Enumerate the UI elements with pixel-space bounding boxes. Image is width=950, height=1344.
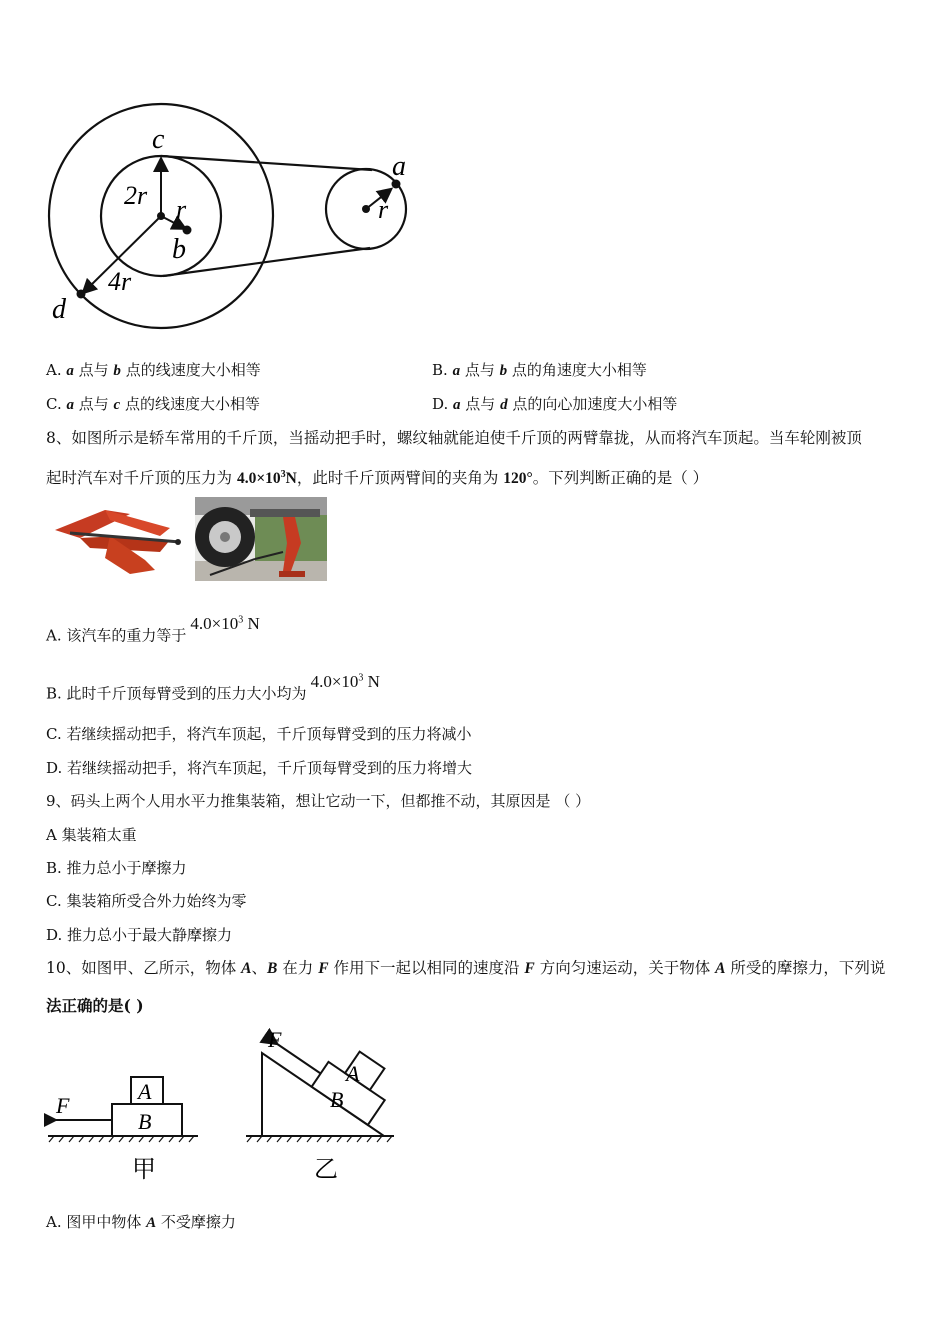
- var: a: [453, 397, 461, 413]
- label-r-small: r: [378, 195, 389, 224]
- angle-value: 120°: [503, 470, 533, 488]
- text: 点与: [460, 361, 500, 379]
- q8-option-c: C. 若继续摇动把手，将汽车顶起，千斤顶每臂受到的压力将减小: [46, 725, 472, 743]
- q9-option-a: A 集装箱太重: [46, 826, 137, 844]
- belt-top: [161, 156, 372, 170]
- wheel-belt-figure: [40, 100, 420, 330]
- center-dot: [157, 212, 165, 220]
- var: A: [146, 1215, 157, 1231]
- var: d: [500, 397, 508, 413]
- var: F: [524, 960, 535, 977]
- q7-option-b: [432, 360, 647, 381]
- label-b: b: [172, 234, 186, 265]
- q7-c-prefix: C.: [46, 395, 67, 413]
- text: 。下列判断正确的是（ ）: [532, 469, 709, 488]
- text: 起时汽车对千斤顶的压力为: [46, 469, 237, 488]
- var: a: [66, 363, 74, 379]
- label-2r: 2r: [124, 181, 148, 210]
- q8-option-b: [46, 671, 380, 704]
- q7-a-prefix: A.: [46, 361, 67, 379]
- var: c: [113, 397, 121, 413]
- text: ，此时千斤顶两臂间的夹角为: [296, 469, 504, 488]
- label-B-left: B: [138, 1109, 152, 1134]
- q8-option-d: D. 若继续摇动把手，将汽车顶起，千斤顶每臂受到的压力将增大: [46, 759, 473, 777]
- text: 点与: [73, 361, 114, 379]
- q7-option-d: [432, 394, 677, 415]
- option-text: A. 该汽车的重力等于: [46, 626, 187, 645]
- q10-option-a: A. 图甲中物体 A 不受摩擦力: [46, 1213, 236, 1231]
- option-text: B. 此时千斤顶每臂受到的压力大小均为: [46, 684, 307, 703]
- car-lifted-photo: [195, 497, 327, 581]
- var: b: [499, 363, 508, 379]
- point-d-dot: [77, 290, 86, 299]
- small-center-dot: [362, 205, 370, 213]
- label-B-right: B: [330, 1087, 344, 1112]
- var: A: [241, 960, 252, 977]
- label-4r: 4r: [108, 267, 132, 296]
- q9-stem: 9、码头上两个人用水平力推集装箱，想让它动一下，但都推不动，其原因是 （ ）: [46, 792, 591, 810]
- text: 点的线速度大小相等: [120, 361, 261, 379]
- text: 点的向心加速度大小相等: [507, 395, 678, 413]
- force-value: 4.0×10: [236, 470, 281, 488]
- q7-option-c: [46, 394, 260, 415]
- car-jack-photo: [50, 500, 185, 580]
- caption-jia: 甲: [132, 1157, 156, 1183]
- label-a: a: [392, 151, 406, 182]
- text: 点的线速度大小相等: [120, 395, 260, 413]
- q10-figure: [44, 1025, 404, 1185]
- formula-4e3-N: $4.0\times 10^3$ N: [310, 671, 380, 691]
- var: b: [113, 363, 121, 379]
- var: B: [267, 960, 278, 977]
- label-A-left: A: [138, 1079, 152, 1104]
- formula-4e3-N: $4.0\times 10^3$ N: [190, 613, 260, 633]
- q9-option-b: B. 推力总小于摩擦力: [46, 859, 187, 877]
- var: a: [452, 363, 461, 379]
- label-r-inner: r: [176, 195, 187, 224]
- q9-option-c: C. 集装箱所受合外力始终为零: [46, 892, 247, 910]
- var: a: [66, 397, 74, 413]
- q7-option-a: [46, 360, 261, 381]
- q10-stem-line1: 10、如图甲、乙所示，物体 A、B 在力 F 作用下一起以相同的速度沿 F 方向匀速运动，关于物体 A 所受的摩擦力，下列说: [46, 959, 886, 977]
- text: 点与: [460, 395, 501, 413]
- q7-b-prefix: B.: [432, 361, 453, 379]
- text: 点与: [73, 395, 114, 413]
- caption-yi: 乙: [314, 1157, 338, 1183]
- label-F-left: F: [56, 1093, 70, 1118]
- q8-stem-line2: [46, 465, 708, 489]
- text: 点的角速度大小相等: [507, 361, 647, 379]
- var: F: [318, 960, 329, 977]
- q9-option-d: D. 推力总小于最大静摩擦力: [46, 926, 233, 944]
- q8-stem-line1: 8、如图所示是轿车常用的千斤顶，当摇动把手时，螺纹轴就能迫使千斤顶的两臂靠拢，从而将汽车顶起。当车轮刚被顶: [46, 429, 862, 447]
- force-unit: N: [285, 470, 297, 488]
- q8-option-a: [46, 613, 260, 646]
- force-exponent: 3: [280, 469, 286, 480]
- label-c: c: [152, 124, 165, 155]
- q10-stem-line2: 法正确的是( ): [46, 996, 144, 1015]
- label-d: d: [52, 294, 66, 325]
- var: A: [715, 960, 726, 977]
- label-A-right: A: [346, 1061, 360, 1086]
- q7-d-prefix: D.: [432, 395, 454, 413]
- label-F-right: F: [268, 1027, 282, 1052]
